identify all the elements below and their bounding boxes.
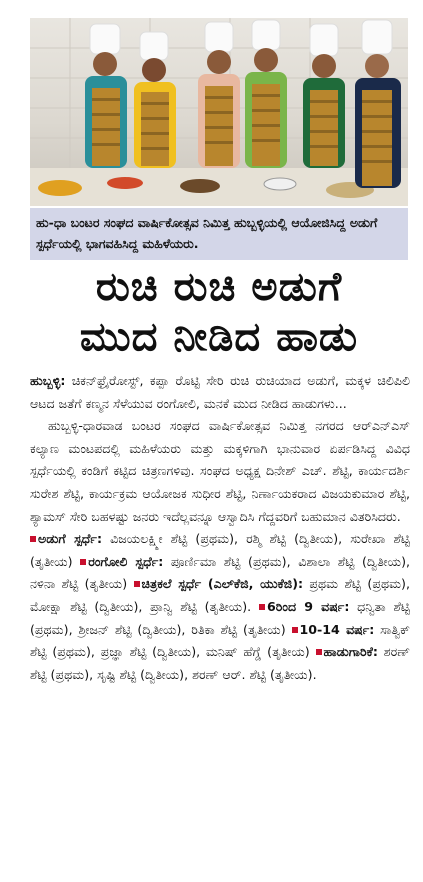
bullet-icon — [316, 649, 322, 655]
result-10-14-years: 10-14 ವರ್ಷ: ಸಾತ್ವಿಕ್ ಶೆಟ್ಟಿ (ಪ್ರಥಮ), ಪ್ರಜ್ಞಾ ಶೆಟ್ಟಿ (ದ್ವಿತೀಯ), ಮನಿಷ್ ಹೆಗ್ಡೆ (ತೃತೀಯ) — [30, 621, 410, 660]
intro-text: ಚಿಕನ್‌ಫ್ರೈರೋಸ್ಟ್, ಕಪ್ಪಾ ರೊಟ್ಟಿ ಸೇರಿ ರುಚಿ ರುಚಿಯಾದ ಅಡುಗೆ, ಮಕ್ಕಳ ಚಿಲಿಪಿಲಿ ಆಟದ ಜತೆಗೆ ಕಣ್ಮನ ಸೆಳೆಯುವ ರಂಗೋಲಿ, ಮನಕೆ ಮುದ ನೀಡಿದ ಹಾಡುಗಳು... — [30, 373, 410, 411]
headline-line-1: ರುಚಿ ರುಚಿ ಅಡುಗೆ — [95, 264, 343, 310]
intro-paragraph — [30, 370, 410, 415]
photo-illustration — [30, 18, 408, 206]
result-cooking: ಅಡುಗೆ ಸ್ಪರ್ಧೆ: ವಿಜಯಲಕ್ಷ್ಮೀ ಶೆಟ್ಟಿ (ಪ್ರಥಮ), ರಶ್ಮಿ ಶೆಟ್ಟಿ (ದ್ವಿತೀಯ), ಸುರೇಖಾ ಶೆಟ್ಟಿ (ತೃತೀಯ) — [30, 531, 410, 569]
bullet-icon — [259, 604, 265, 610]
bullet-icon — [134, 581, 140, 587]
participants — [85, 20, 401, 188]
bullet-icon — [30, 536, 36, 542]
photo-caption: ಹು-ಧಾ ಬಂಟರ ಸಂಘದ ವಾರ್ಷಿಕೋತ್ಸವ ನಿಮಿತ್ತ ಹುಬ್ಬಳ್ಳಿಯಲ್ಲಿ ಆಯೋಜಿಸಿದ್ದ ಅಡುಗೆ ಸ್ಪರ್ಧೆಯಲ್ಲಿ ಭಾಗವಹಿಸಿದ್ದ ಮಹಿಳೆಯರು. — [30, 208, 408, 260]
result-singing: ಹಾಡುಗಾರಿಕೆ: ಶರಣ್ ಶೆಟ್ಟಿ (ಪ್ರಥಮ), ಸೃಷ್ಟಿ ಶೆಟ್ಟಿ (ದ್ವಿತೀಯ), ಶರಣ್ ಆರ್. ಶೆಟ್ಟಿ (ತೃತೀಯ). — [30, 644, 410, 682]
headline-line-2: ಮುದ ನೀಡಿದ ಹಾಡು — [79, 314, 359, 360]
results-paragraph — [30, 528, 410, 686]
main-paragraph: ಹುಬ್ಬಳ್ಳಿ-ಧಾರವಾಡ ಬಂಟರ ಸಂಘದ ವಾರ್ಷಿಕೋತ್ಸವ ನಿಮಿತ್ತ ನಗರದ ಆರ್‌ಎನ್‌ಎಸ್ ಕಲ್ಯಾಣ ಮಂಟಪದಲ್ಲಿ ಮಹಿಳೆಯರು ಮತ್ತು ಮಕ್ಕಳಿಗಾಗಿ ಭಾನುವಾರ ಏರ್ಪಡಿಸಿದ್ದ ವಿವಿಧ ಸ್ಪರ್ಧೆಯಲ್ಲಿ ಕಂಡಿಗೆ ಕಟ್ಟಿದ ಚಿತ್ರಣಗಳಿವು. ಸಂಘದ ಅಧ್ಯಕ್ಷ ದಿನೇಶ್ ಎಚ್. ಶೆಟ್ಟಿ, ಕಾರ್ಯದರ್ಶಿ ಸುರೇಶ ಶೆಟ್ಟಿ, ಕಾರ್ಯಕ್ರಮ ಆಯೋಜಕ ಸುಧೀರ ಶೆಟ್ಟಿ, ನಿರ್ಣಾಯಕರಾದ ವಿಜಯಕುಮಾರ ಶೆಟ್ಟಿ, ಶ್ಯಾಮಸ್ ಸೇರಿ ಬಹಳಷ್ಟು ಜನರು ಇದೆಲ್ಲವನ್ನೂ ಆಸ್ವಾದಿಸಿ ಗೆದ್ದವರಿಗೆ ಬಹುಮಾನ ವಿತರಿಸಿದರು. — [30, 418, 410, 524]
result-6-9-years: 6ರಿಂದ 9 ವರ್ಷ: ಧನ್ವಿತಾ ಶೆಟ್ಟಿ (ಪ್ರಥಮ), ಶ್ರೀಜನ್ ಶೆಟ್ಟಿ (ದ್ವಿತೀಯ), ರಿತಿಕಾ ಶೆಟ್ಟಿ (ತೃತೀಯ) — [30, 598, 410, 637]
bullet-icon — [80, 559, 86, 565]
headline — [28, 262, 410, 362]
result-drawing: ಚಿತ್ರಕಲೆ ಸ್ಪರ್ಧೆ (ಎಲ್‌ಕೆಜಿ, ಯುಕೆಜಿ): ಪ್ರಥಮ ಶೆಟ್ಟಿ (ಪ್ರಥಮ), ಮೋಕ್ಷಾ ಶೆಟ್ಟಿ (ದ್ವಿತೀಯ), ಪ್ರಾನ್ವಿ ಶೆಟ್ಟಿ (ತೃತೀಯ). — [30, 576, 410, 614]
cooking-contest-photo — [30, 18, 408, 206]
article-body — [30, 370, 410, 875]
result-rangoli: ರಂಗೋಲಿ ಸ್ಪರ್ಧೆ: ಪೂರ್ಣಿಮಾ ಶೆಟ್ಟಿ (ಪ್ರಥಮ), ವಿಶಾಲಾ ಶೆಟ್ಟಿ (ದ್ವಿತೀಯ), ನಳಿನಾ ಶೆಟ್ಟಿ (ತೃತೀಯ) — [30, 553, 410, 592]
dateline: ಹುಬ್ಬಳ್ಳಿ: — [30, 373, 66, 388]
bullet-icon — [292, 627, 298, 633]
